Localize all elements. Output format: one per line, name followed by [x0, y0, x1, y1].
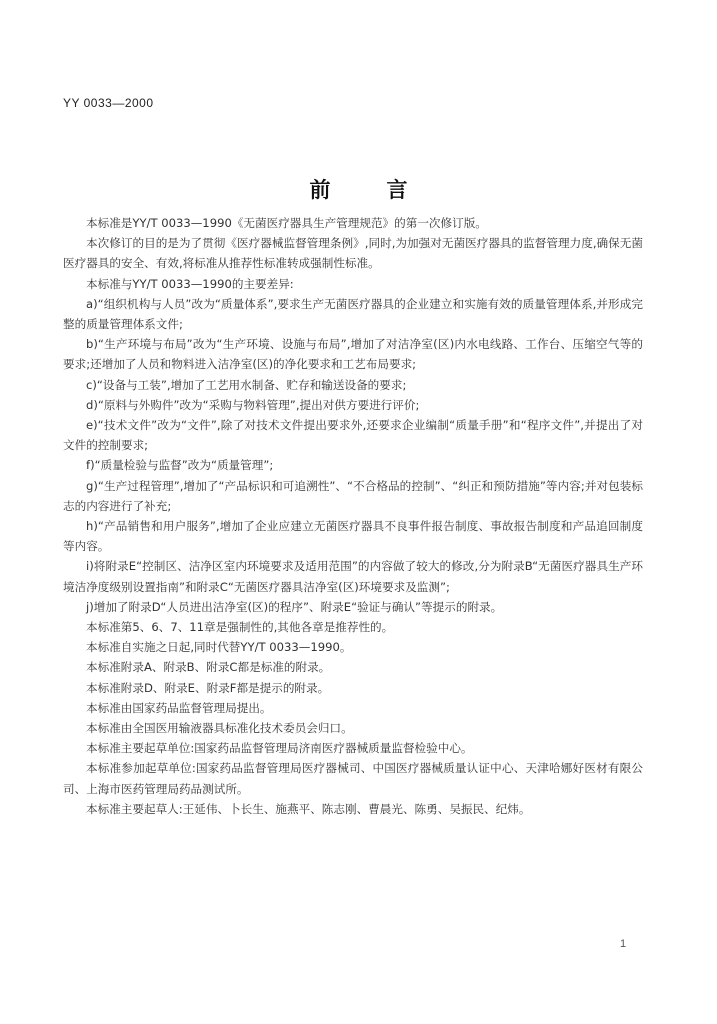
page-title: 前言: [309, 178, 464, 202]
paragraph-item-j: j)增加了附录D“人员进出洁净室(区)的程序”、附录E“验证与确认”等提示的附录。: [86, 599, 503, 614]
paragraph-main-drafter: 本标准主要起草单位:国家药品监督管理局济南医疗器械质量监督检验中心。: [86, 741, 473, 756]
paragraph-purpose: 本次修订的目的是为了贯彻《医疗器械监督管理条例》,同时,为加强对无菌医疗器具的监督管理力度,确保无菌医疗器具的安全、有效,将标准从推荐性标准转成强制性标准。: [63, 236, 643, 271]
paragraph-item-b: b)“生产环境与布局”改为“生产环境、设施与布局”,增加了对洁净室(区)内水电线路、工作台、压缩空气等的要求;还增加了人员和物料进入洁净室(区)的净化要求和工艺布局要求;: [63, 337, 643, 372]
paragraph-item-d: d)“原料与外购件”改为“采购与物料管理”,提出对供方要进行评价;: [86, 397, 420, 412]
paragraph-drafting-persons: 本标准主要起草人:王延伟、卜长生、施燕平、陈志刚、曹晨光、陈勇、吴振民、纪炜。: [86, 801, 531, 816]
paragraph-item-c: c)“设备与工装”,增加了工艺用水制备、贮存和输送设备的要求;: [86, 377, 407, 392]
paragraph-normative-annexes: 本标准附录A、附录B、附录C都是标准的附录。: [86, 660, 331, 675]
paragraph-committee: 本标准由全国医用输液器具标准化技术委员会归口。: [86, 721, 353, 736]
paragraph-item-i: i)将附录E“控制区、洁净区室内环境要求及适用范围”的内容做了较大的修改,分为附录B“无菌医疗器具生产环境洁净度级别设置指南”和附录C“无菌医疗器具洁净室(区)环境要求及监测”;: [63, 559, 643, 594]
paragraph-proposer: 本标准由国家药品监督管理局提出。: [86, 700, 272, 715]
paragraph-replacement: 本标准自实施之日起,同时代替YY/T 0033—1990。: [86, 640, 352, 655]
paragraph-differences-heading: 本标准与YY/T 0033—1990的主要差异:: [86, 276, 294, 291]
paragraph-item-f: f)“质量检验与监督”改为“质量管理”;: [86, 458, 274, 473]
paragraph-informative-annexes: 本标准附录D、附录E、附录F都是提示的附录。: [86, 680, 330, 695]
standard-code: YY 0033—2000: [63, 96, 154, 110]
paragraph-item-g: g)“生产过程管理”,增加了“产品标识和可追溯性”、“不合格品的控制”、“纠正和预防措施”等内容;并对包装标志的内容进行了补充;: [63, 478, 643, 513]
paragraph-item-a: a)“组织机构与人员”改为“质量体系”,要求生产无菌医疗器具的企业建立和实施有效的质量管理体系,并形成完整的质量管理体系文件;: [63, 296, 643, 332]
paragraph-participating-drafters: 本标准参加起草单位:国家药品监督管理局医疗器械司、中国医疗器械质量认证中心、天津哈娜好医材有限公司、上海市医药管理局药品测试所。: [63, 761, 643, 796]
document-body: [63, 213, 643, 819]
paragraph-intro: 本标准是YY/T 0033—1990《无菌医疗器具生产管理规范》的第一次修订版。: [86, 216, 487, 230]
paragraph-item-h: h)“产品销售和用户服务”,增加了企业应建立无菌医疗器具不良事件报告制度、事故报告制度和产品追回制度等内容。: [63, 519, 643, 554]
paragraph-mandatory-chapters: 本标准第5、6、7、11章是强制性的,其他各章是推荐性的。: [86, 620, 394, 635]
paragraph-item-e: e)“技术文件”改为“文件”,除了对技术文件提出要求外,还要求企业编制“质量手册”和“程序文件”,并提出了对文件的控制要求;: [63, 418, 643, 453]
page-number: 1: [620, 938, 627, 950]
